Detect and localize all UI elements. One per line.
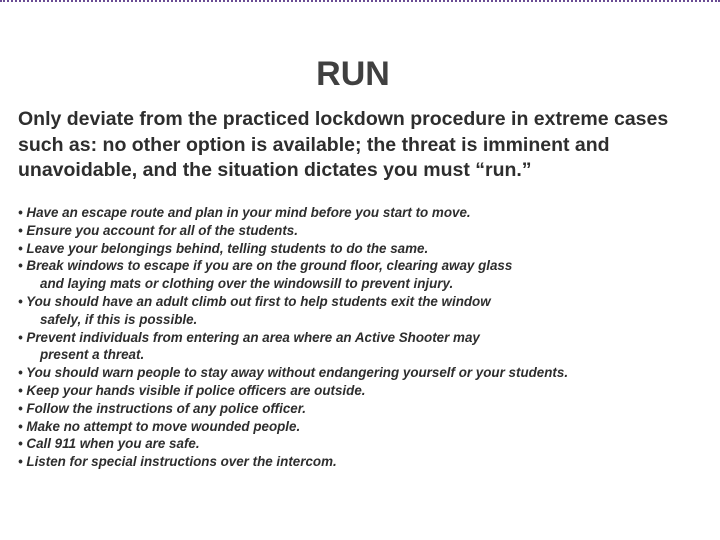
bullet-call-911: • Call 911 when you are safe. bbox=[18, 436, 200, 452]
bullet-break-windows-continued: and laying mats or clothing over the windowsill to prevent injury. bbox=[40, 276, 454, 292]
bullet-prevent-entry-continued: present a threat. bbox=[40, 347, 145, 363]
bullet-warn-people: • You should warn people to stay away without endangering yourself or your students. bbox=[18, 365, 569, 381]
bullet-follow-police: • Follow the instructions of any police officer. bbox=[18, 400, 306, 416]
bullet-prevent-entry: • Prevent individuals from entering an area where an Active Shooter may bbox=[18, 329, 480, 345]
bullet-adult-climb-out-continued: safely, if this is possible. bbox=[40, 311, 198, 327]
top-divider bbox=[0, 0, 720, 2]
intro-paragraph: Only deviate from the practiced lockdown procedure in extreme cases such as: no other option is available; the threat is imminent and unavoidable, and the situation dictates you must “run.” bbox=[18, 108, 669, 181]
instruction-list bbox=[18, 204, 713, 471]
bullet-leave-belongings: • Leave your belongings behind, telling students to do the same. bbox=[18, 240, 429, 256]
bullet-break-windows: • Break windows to escape if you are on the ground floor, clearing away glass bbox=[18, 258, 513, 274]
bullet-intercom: • Listen for special instructions over the intercom. bbox=[18, 454, 337, 470]
slide-title: RUN bbox=[316, 55, 390, 93]
bullet-adult-climb-out: • You should have an adult climb out first to help students exit the window bbox=[18, 293, 491, 309]
bullet-account-students: • Ensure you account for all of the students. bbox=[18, 222, 298, 238]
bullet-escape-route: • Have an escape route and plan in your mind before you start to move. bbox=[18, 205, 471, 220]
bullet-hands-visible: • Keep your hands visible if police officers are outside. bbox=[18, 382, 366, 398]
bullet-wounded-people: • Make no attempt to move wounded people. bbox=[18, 418, 301, 434]
